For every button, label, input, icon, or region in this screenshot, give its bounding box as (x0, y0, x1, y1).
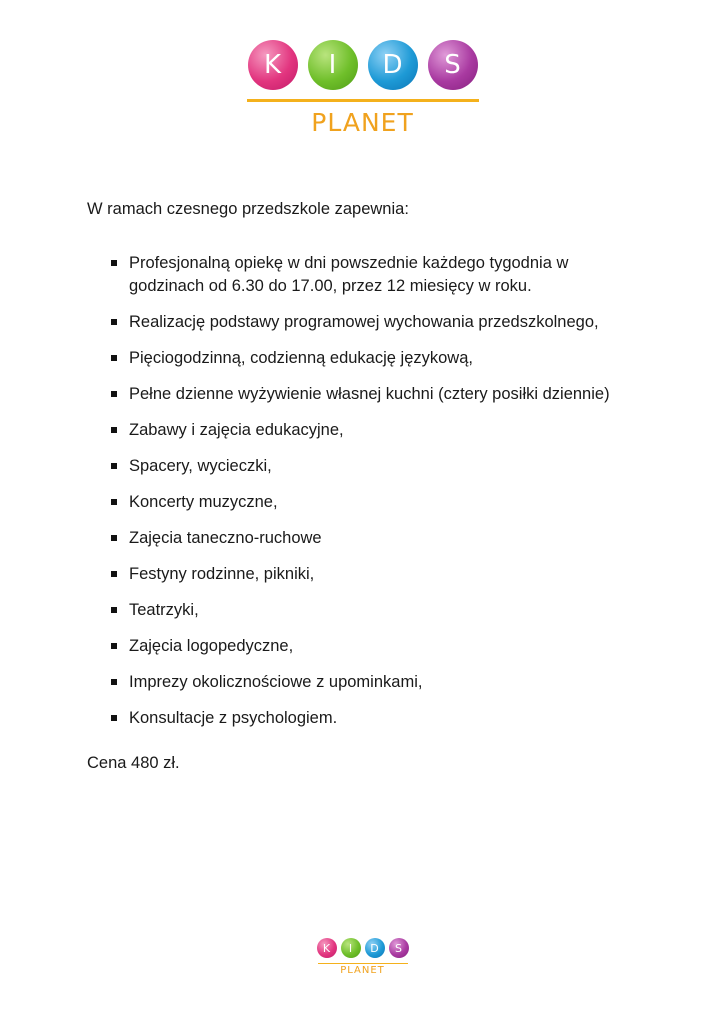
square-bullet-icon (111, 607, 117, 613)
logo-divider (247, 99, 479, 102)
list-item-text: Pięciogodzinną, codzienną edukację językową, (129, 349, 473, 367)
square-bullet-icon (111, 463, 117, 469)
list-item (87, 311, 647, 334)
square-bullet-icon (111, 571, 117, 577)
footer-logo-letter-s: S (389, 938, 409, 958)
square-bullet-icon (111, 319, 117, 325)
list-item (87, 419, 647, 442)
footer-logo-word: PLANET (340, 965, 385, 976)
list-item-text: Zajęcia taneczno-ruchowe (129, 529, 322, 547)
list-item-text: Konsultacje z psychologiem. (129, 709, 338, 727)
footer-logo (0, 938, 725, 976)
logo-letter-d: D (368, 40, 418, 90)
list-item (87, 455, 647, 478)
price-text: Cena 480 zł. (87, 754, 180, 772)
list-item (87, 491, 647, 514)
square-bullet-icon (111, 499, 117, 505)
footer-logo-letter-k: K (317, 938, 337, 958)
document-body (87, 198, 647, 792)
list-item-text: Pełne dzienne wyżywienie własnej kuchni (cztery posiłki dziennie) (129, 385, 610, 403)
square-bullet-icon (111, 427, 117, 433)
square-bullet-icon (111, 391, 117, 397)
list-item (87, 635, 647, 658)
list-item (87, 599, 647, 622)
square-bullet-icon (111, 679, 117, 685)
list-item-text: Zabawy i zajęcia edukacyjne, (129, 421, 344, 439)
list-item-text: Imprezy okolicznościowe z upominkami, (129, 673, 423, 691)
square-bullet-icon (111, 643, 117, 649)
list-item (87, 671, 647, 694)
list-item (87, 347, 647, 370)
footer-logo-letter-d: D (365, 938, 385, 958)
footer-logo-divider (318, 963, 408, 964)
list-item (87, 252, 647, 298)
logo-letter-s: S (428, 40, 478, 90)
logo-letter-balls (0, 40, 725, 90)
square-bullet-icon (111, 355, 117, 361)
list-item-text: Realizację podstawy programowej wychowania przedszkolnego, (129, 313, 599, 331)
footer-logo-letter-i: I (341, 938, 361, 958)
footer-logo-letter-balls (0, 938, 725, 958)
list-item (87, 563, 647, 586)
logo-letter-i: I (308, 40, 358, 90)
list-item-text: Profesjonalną opiekę w dni powszednie każdego tygodnia w godzinach od 6.30 do 17.00, przez 12 miesięcy w roku. (129, 254, 569, 295)
list-item (87, 383, 647, 406)
list-item (87, 707, 647, 730)
logo-letter-k: K (248, 40, 298, 90)
services-list (87, 252, 647, 730)
list-item-text: Koncerty muzyczne, (129, 493, 278, 511)
intro-text: W ramach czesnego przedszkole zapewnia: (87, 200, 409, 218)
header-logo (0, 40, 725, 137)
logo-word: PLANET (311, 108, 414, 137)
square-bullet-icon (111, 535, 117, 541)
list-item-text: Zajęcia logopedyczne, (129, 637, 294, 655)
list-item-text: Festyny rodzinne, pikniki, (129, 565, 315, 583)
list-item-text: Spacery, wycieczki, (129, 457, 272, 475)
square-bullet-icon (111, 715, 117, 721)
square-bullet-icon (111, 260, 117, 266)
list-item-text: Teatrzyki, (129, 601, 199, 619)
list-item (87, 527, 647, 550)
